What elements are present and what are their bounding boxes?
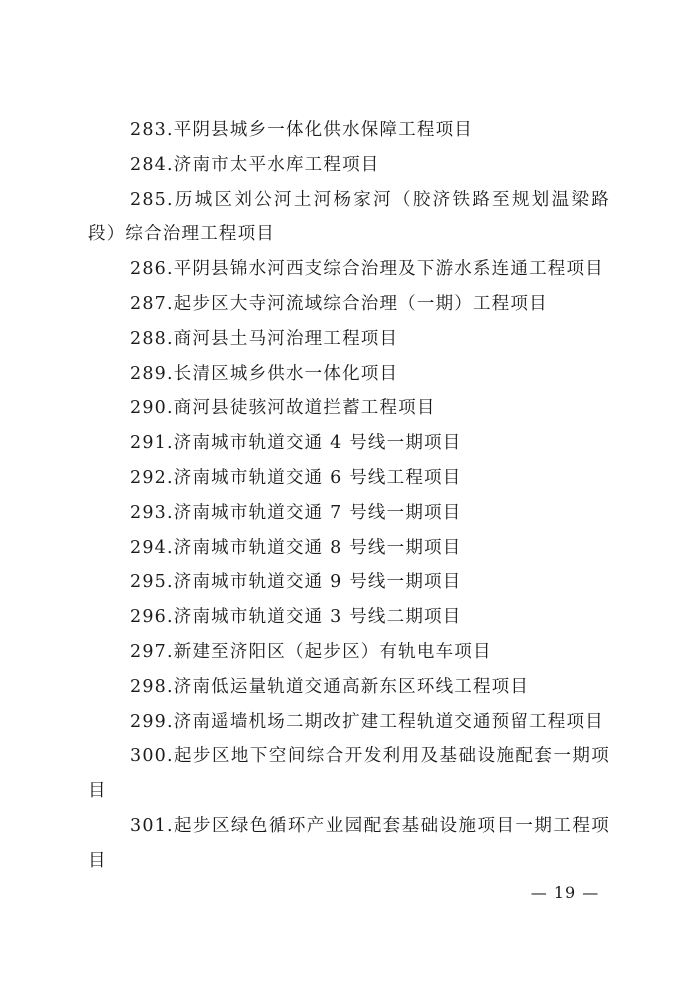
page-number: — 19 — xyxy=(530,883,600,902)
list-item: 287.起步区大寺河流域综合治理（一期）工程项目 xyxy=(130,293,548,314)
list-item: 286.平阴县锦水河西支综合治理及下游水系连通工程项目 xyxy=(130,259,604,280)
list-item: 301.起步区绿色循环产业园配套基础设施项目一期工程项目 xyxy=(88,815,610,871)
project-list xyxy=(88,113,610,879)
list-item: 283.平阴县城乡一体化供水保障工程项目 xyxy=(130,120,473,140)
list-item: 300.起步区地下空间综合开发利用及基础设施配套一期项目 xyxy=(88,746,610,802)
list-item: 291.济南城市轨道交通 4 号线一期项目 xyxy=(130,433,462,454)
list-item: 295.济南城市轨道交通 9 号线一期项目 xyxy=(130,572,462,593)
list-item: 290.商河县徒骇河故道拦蓄工程项目 xyxy=(130,398,436,419)
list-item: 298.济南低运量轨道交通高新东区环线工程项目 xyxy=(130,676,530,697)
list-item: 294.济南城市轨道交通 8 号线一期项目 xyxy=(130,537,462,558)
list-item: 293.济南城市轨道交通 7 号线一期项目 xyxy=(130,502,462,523)
list-item: 284.济南市太平水库工程项目 xyxy=(130,154,380,175)
list-item: 292.济南城市轨道交通 6 号线工程项目 xyxy=(130,467,462,488)
list-item: 297.新建至济阳区（起步区）有轨电车项目 xyxy=(130,641,492,662)
list-item: 288.商河县土马河治理工程项目 xyxy=(130,328,399,349)
list-item: 285.历城区刘公河土河杨家河（胶济铁路至规划温梁路段）综合治理工程项目 xyxy=(88,189,610,245)
list-item: 299.济南遥墙机场二期改扩建工程轨道交通预留工程项目 xyxy=(130,711,604,732)
list-item: 296.济南城市轨道交通 3 号线二期项目 xyxy=(130,607,462,628)
list-item: 289.长清区城乡供水一体化项目 xyxy=(130,363,399,384)
